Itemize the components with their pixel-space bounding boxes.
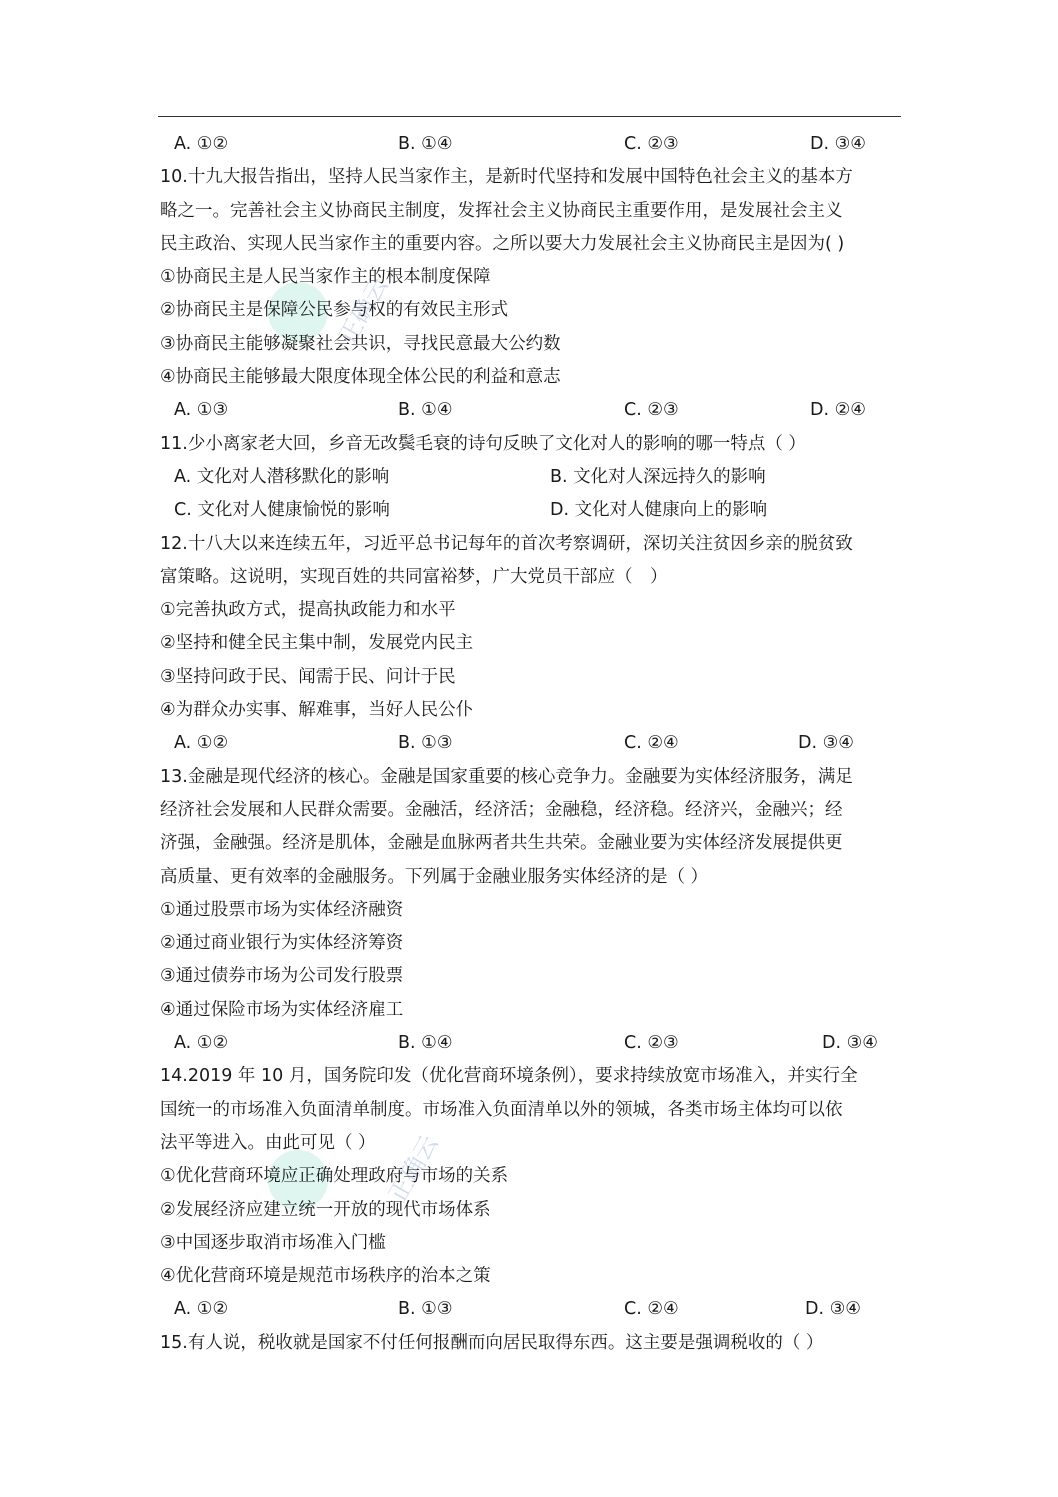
header-rule (158, 116, 901, 117)
q13-item-2: ②通过商业银行为实体经济筹资 (160, 933, 404, 954)
q13-stem-4: 高质量、更有效率的金融服务。下列属于金融业服务实体经济的是（ ） (160, 866, 709, 887)
q10-option-b: B. ①④ (398, 400, 453, 421)
q14-item-2: ②发展经济应建立统一开放的现代市场体系 (160, 1199, 491, 1220)
q13-options (160, 1027, 902, 1060)
watermark-text-1: 正确云 (333, 272, 394, 349)
q10-option-c: C. ②③ (624, 400, 679, 421)
question-13 (160, 761, 902, 1061)
q12-stem-1: 12.十八大以来连续五年，习近平总书记每年的首次考察调研，深切关注贫因乡亲的脱贫致 (160, 533, 853, 554)
q9-option-d: D. ③④ (810, 134, 866, 154)
question-15 (160, 1327, 902, 1360)
q11-option-b: B. 文化对人深远持久的影响 (550, 466, 766, 487)
question-14 (160, 1060, 902, 1326)
q12-option-d: D. ③④ (798, 733, 854, 754)
q11-option-d: D. 文化对人健康向上的影响 (550, 500, 768, 521)
q12-item-2: ②坚持和健全民主集中制，发展党内民主 (160, 633, 474, 654)
q12-item-4: ④为群众办实事、解难事，当好人民公仆 (160, 700, 474, 721)
q12-options (160, 727, 902, 760)
q10-item-4: ④协商民主能够最大限度体现全体公民的利益和意志 (160, 367, 561, 388)
q13-option-d: D. ③④ (822, 1033, 878, 1054)
q14-item-1: ①优化营商环境应正确处理政府与市场的关系 (160, 1166, 509, 1187)
q12-option-a: A. ①② (174, 733, 229, 754)
q12-stem-2: 富策略。这说明，实现百姓的共同富裕梦，广大党员干部应（ ） (160, 566, 668, 587)
q13-stem-3: 济强，金融强。经济是肌体，金融是血脉两者共生共荣。金融业要为实体经济发展提供更 (160, 833, 843, 854)
question-10 (160, 161, 902, 427)
q10-item-3: ③协商民主能够凝聚社会共识，寻找民意最大公约数 (160, 333, 561, 354)
q15-stem-1: 15.有人说，税收就是国家不付任何报酬而向居民取得东西。这主要是强调税收的（ ） (160, 1332, 824, 1353)
q13-item-4: ④通过保险市场为实体经济雇工 (160, 999, 404, 1020)
q14-option-b: B. ①③ (398, 1299, 453, 1320)
q10-option-a: A. ①③ (174, 400, 229, 421)
q13-option-c: C. ②③ (624, 1033, 679, 1054)
q13-stem-2: 经济社会发展和人民群众需要。金融活，经济活；金融稳，经济稳。经济兴，金融兴；经 (160, 799, 843, 820)
q14-item-4: ④优化营商环境是规范市场秩序的治本之策 (160, 1266, 491, 1287)
q9-options (160, 128, 902, 161)
q10-option-d: D. ②④ (810, 400, 866, 421)
exam-page (160, 128, 902, 1360)
q10-options (160, 394, 902, 427)
q11-options-row-1 (160, 461, 902, 494)
q13-item-3: ③通过债券市场为公司发行股票 (160, 966, 404, 987)
q14-option-a: A. ①② (174, 1299, 229, 1320)
q10-stem-2: 略之一。完善社会主义协商民主制度，发挥社会主义协商民主重要作用，是发展社会主义 (160, 200, 843, 221)
q13-option-b: B. ①④ (398, 1033, 453, 1054)
question-11 (160, 428, 902, 528)
q13-option-a: A. ①② (174, 1033, 229, 1054)
q10-stem-3: 民主政治、实现人民当家作主的重要内容。之所以要大力发展社会主义协商民主是因为( ) (160, 233, 845, 254)
q11-option-c: C. 文化对人健康愉悦的影响 (174, 500, 390, 521)
q9-option-a: A. ①② (174, 134, 229, 154)
q14-options (160, 1293, 902, 1326)
q12-option-b: B. ①③ (398, 733, 453, 754)
q14-option-d: D. ③④ (805, 1299, 861, 1320)
q14-stem-3: 法平等进入。由此可见（ ） (160, 1132, 376, 1153)
q12-item-3: ③坚持问政于民、闻需于民、问计于民 (160, 666, 456, 687)
q12-item-1: ①完善执政方式，提高执政能力和水平 (160, 600, 456, 621)
q14-option-c: C. ②④ (624, 1299, 679, 1320)
q9-option-c: C. ②③ (624, 134, 679, 154)
watermark-text-2: 正确云 (383, 1130, 444, 1207)
q14-stem-2: 国统一的市场准入负面清单制度。市场准入负面清单以外的领城，各类市场主体均可以依 (160, 1099, 843, 1120)
q9-option-b: B. ①④ (398, 134, 453, 154)
question-12 (160, 528, 902, 761)
q13-item-1: ①通过股票市场为实体经济融资 (160, 899, 404, 920)
q12-option-c: C. ②④ (624, 733, 679, 754)
q13-stem-1: 13.金融是现代经济的核心。金融是国家重要的核心竞争力。金融要为实体经济服务，满足 (160, 766, 853, 787)
q10-item-1: ①协商民主是人民当家作主的根本制度保障 (160, 267, 491, 288)
q11-options-row-2 (160, 494, 902, 527)
q10-item-2: ②协商民主是保障公民参与权的有效民主形式 (160, 300, 509, 321)
q11-option-a: A. 文化对人潜移默化的影响 (174, 466, 390, 487)
q14-item-3: ③中国逐步取消市场准入门槛 (160, 1232, 386, 1253)
q11-stem-1: 11.少小离家老大回，乡音无改鬓毛衰的诗句反映了文化对人的影响的哪一特点（ ） (160, 433, 806, 454)
q10-stem-1: 10.十九大报告指出，坚持人民当家作主，是新时代坚持和发展中国特色社会主义的基本方 (160, 167, 853, 188)
q14-stem-1: 14.2019 年 10 月，国务院印发（优化营商环境条例），要求持续放宽市场准入，并实行全 (160, 1066, 858, 1087)
